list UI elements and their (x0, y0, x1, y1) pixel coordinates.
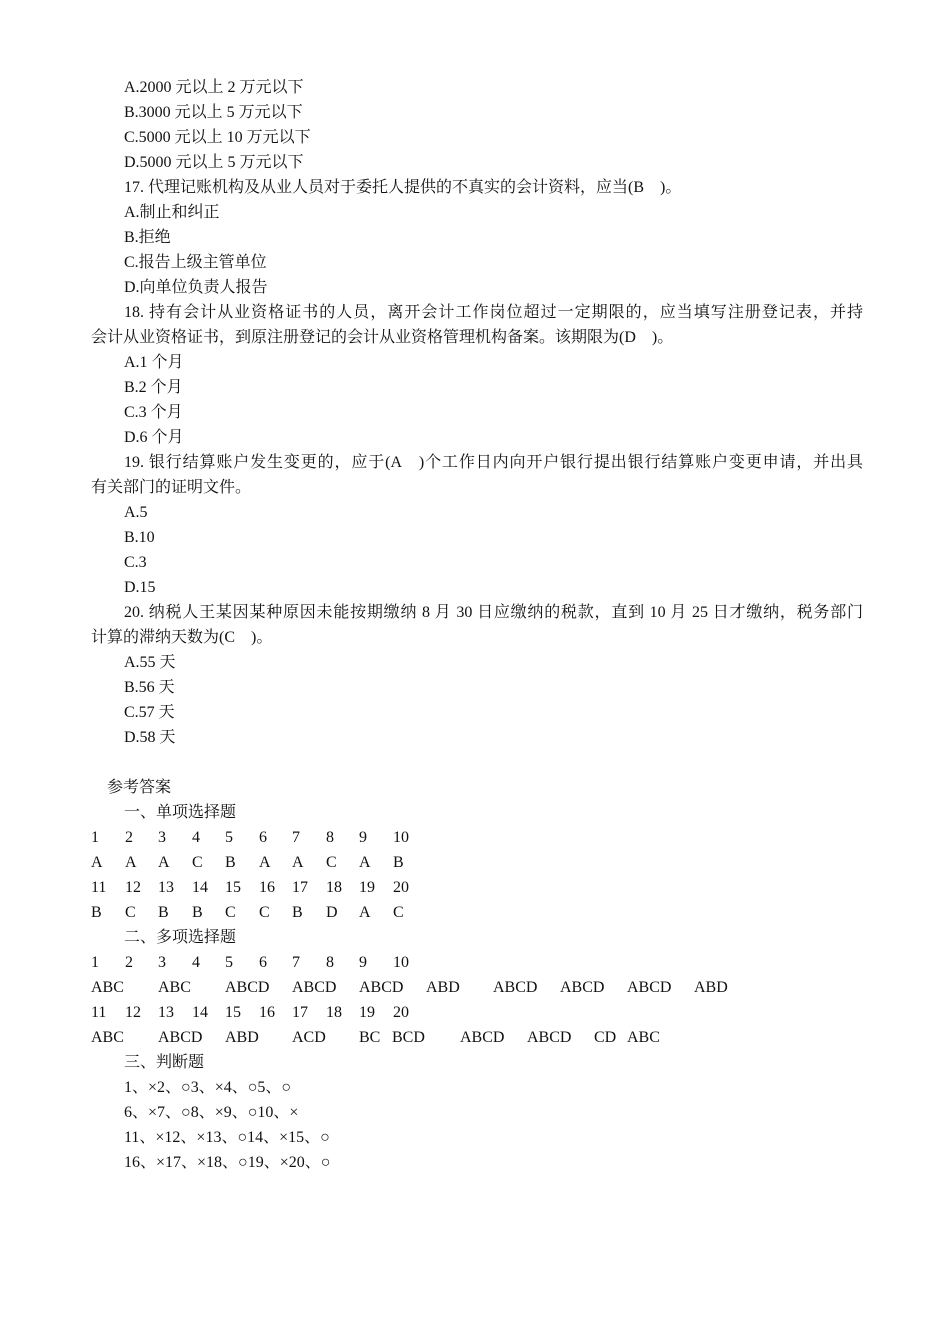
answer-cell: ABCD (292, 979, 337, 996)
q20-option-b: B.56 天 (124, 679, 175, 696)
answer-cell: ABD (694, 979, 728, 996)
answer-cell: 3 (158, 829, 166, 846)
answer-cell: C (326, 854, 337, 871)
answer-cell: 9 (359, 954, 367, 971)
q17-option-a: A.制止和纠正 (124, 204, 220, 221)
single-answers-row-1 (91, 850, 863, 875)
answer-cell: 1 (91, 954, 99, 971)
answer-cell: A (292, 854, 304, 871)
answer-cell: 5 (225, 954, 233, 971)
answer-cell: ABC (91, 979, 124, 996)
answer-cell: 4 (192, 829, 200, 846)
q18-option-a: A.1 个月 (124, 354, 184, 371)
answer-cell: B (393, 854, 404, 871)
q18-stem-line2: 会计从业资格证书，到原注册登记的会计从业资格管理机构备案。该期限为(D )。 (91, 329, 674, 346)
answer-cell: 18 (326, 879, 342, 896)
q16-option-a: A.2000 元以上 2 万元以下 (124, 79, 304, 96)
multi-answers-row-1 (91, 975, 863, 1000)
answer-cell: A (91, 854, 103, 871)
q20-option-c: C.57 天 (124, 704, 175, 721)
answer-cell: 12 (125, 1004, 141, 1021)
answer-cell: ABCD (225, 979, 270, 996)
judgment-line-2: 6、×7、○8、×9、○10、× (124, 1104, 299, 1121)
q19-option-a: A.5 (124, 504, 148, 521)
answer-cell: 15 (225, 879, 241, 896)
answer-cell: 4 (192, 954, 200, 971)
answer-cell: 7 (292, 954, 300, 971)
single-answers-row-2 (91, 900, 863, 925)
answer-cell: B (158, 904, 169, 921)
judgment-heading: 三、判断题 (124, 1054, 205, 1071)
answer-cell: B (292, 904, 303, 921)
multi-nums-row-1 (91, 950, 863, 975)
answer-cell: 5 (225, 829, 233, 846)
answer-cell: ABCD (359, 979, 404, 996)
q18-option-d: D.6 个月 (124, 429, 184, 446)
answer-cell: 11 (91, 879, 107, 896)
answer-cell: 9 (359, 829, 367, 846)
answer-cell: 15 (225, 1004, 241, 1021)
answer-cell: ABCD (527, 1029, 572, 1046)
answer-cell: BC (359, 1029, 381, 1046)
answer-cell: ABCD (158, 1029, 203, 1046)
answer-cell: 8 (326, 829, 334, 846)
q20-stem-line2: 计算的滞纳天数为(C )。 (91, 629, 273, 646)
q16-option-c: C.5000 元以上 10 万元以下 (124, 129, 311, 146)
judgment-line-1: 1、×2、○3、×4、○5、○ (124, 1079, 292, 1096)
answer-cell: 12 (125, 879, 141, 896)
answer-cell: 18 (326, 1004, 342, 1021)
answer-cell: 17 (292, 879, 308, 896)
answer-cell: 6 (259, 954, 267, 971)
answer-cell: 3 (158, 954, 166, 971)
answer-cell: C (393, 904, 404, 921)
answer-cell: 2 (125, 829, 133, 846)
answer-cell: 16 (259, 879, 275, 896)
answer-cell: ABC (158, 979, 191, 996)
multi-nums-row-2 (91, 1000, 863, 1025)
q18-option-b: B.2 个月 (124, 379, 183, 396)
answer-cell: A (158, 854, 170, 871)
answer-cell: A (359, 904, 371, 921)
q17-option-c: C.报告上级主管单位 (124, 254, 267, 271)
answer-cell: 20 (393, 879, 409, 896)
answer-cell: B (91, 904, 102, 921)
q20-option-a: A.55 天 (124, 654, 176, 671)
answer-cell: ABCD (460, 1029, 505, 1046)
answer-cell: ABC (91, 1029, 124, 1046)
q19-option-c: C.3 (124, 554, 147, 571)
q17-option-d: D.向单位负责人报告 (124, 279, 268, 296)
answer-cell: 16 (259, 1004, 275, 1021)
q19-stem-line1: 19. 银行结算账户发生变更的，应于(A )个工作日内向开户银行提出银行结算账户变更申请，并出具 (124, 454, 863, 471)
answer-cell: B (192, 904, 203, 921)
answer-cell: 14 (192, 1004, 208, 1021)
answer-cell: B (225, 854, 236, 871)
answer-cell: 8 (326, 954, 334, 971)
answer-cell: 1 (91, 829, 99, 846)
q19-option-b: B.10 (124, 529, 155, 546)
q20-option-d: D.58 天 (124, 729, 176, 746)
answer-cell: ABD (225, 1029, 259, 1046)
answer-cell: C (192, 854, 203, 871)
single-nums-row-2 (91, 875, 863, 900)
multi-choice-heading: 二、多项选择题 (124, 929, 237, 946)
answer-cell: ABCD (627, 979, 672, 996)
answer-cell: 7 (292, 829, 300, 846)
answer-cell: ACD (292, 1029, 326, 1046)
answer-cell: 10 (393, 829, 409, 846)
answer-cell: C (125, 904, 136, 921)
q16-option-d: D.5000 元以上 5 万元以下 (124, 154, 304, 171)
answer-cell: ABC (627, 1029, 660, 1046)
q17-option-b: B.拒绝 (124, 229, 171, 246)
answer-cell: 13 (158, 1004, 174, 1021)
q16-option-b: B.3000 元以上 5 万元以下 (124, 104, 303, 121)
q20-stem-line1: 20. 纳税人王某因某种原因未能按期缴纳 8 月 30 日应缴纳的税款，直到 10 月 25 日才缴纳，税务部门 (124, 604, 863, 621)
answer-cell: 13 (158, 879, 174, 896)
answer-cell: ABD (426, 979, 460, 996)
answer-cell: 20 (393, 1004, 409, 1021)
answer-cell: D (326, 904, 338, 921)
answer-cell: A (259, 854, 271, 871)
answer-cell: 19 (359, 879, 375, 896)
q18-option-c: C.3 个月 (124, 404, 183, 421)
answer-cell: A (359, 854, 371, 871)
answer-cell: 2 (125, 954, 133, 971)
q18-stem-line1: 18. 持有会计从业资格证书的人员，离开会计工作岗位超过一定期限的，应当填写注册登记表，并持 (124, 304, 863, 321)
multi-answers-row-2 (91, 1025, 863, 1050)
answer-cell: 17 (292, 1004, 308, 1021)
answer-cell: BCD (392, 1029, 425, 1046)
answer-cell: ABCD (560, 979, 605, 996)
judgment-line-3: 11、×12、×13、○14、×15、○ (124, 1129, 330, 1146)
single-nums-row-1 (91, 825, 863, 850)
answer-cell: 10 (393, 954, 409, 971)
answers-title: 参考答案 (107, 779, 172, 796)
answer-cell: ABCD (493, 979, 538, 996)
answer-cell: A (125, 854, 137, 871)
answer-cell: CD (594, 1029, 617, 1046)
q17-stem: 17. 代理记账机构及从业人员对于委托人提供的不真实的会计资料，应当(B )。 (124, 179, 682, 196)
judgment-line-4: 16、×17、×18、○19、×20、○ (124, 1154, 331, 1171)
answer-cell: 14 (192, 879, 208, 896)
q19-option-d: D.15 (124, 579, 156, 596)
answer-cell: 11 (91, 1004, 107, 1021)
answer-cell: C (259, 904, 270, 921)
q19-stem-line2: 有关部门的证明文件。 (91, 479, 252, 496)
answer-cell: 6 (259, 829, 267, 846)
answer-cell: C (225, 904, 236, 921)
answer-cell: 19 (359, 1004, 375, 1021)
single-choice-heading: 一、单项选择题 (124, 804, 237, 821)
